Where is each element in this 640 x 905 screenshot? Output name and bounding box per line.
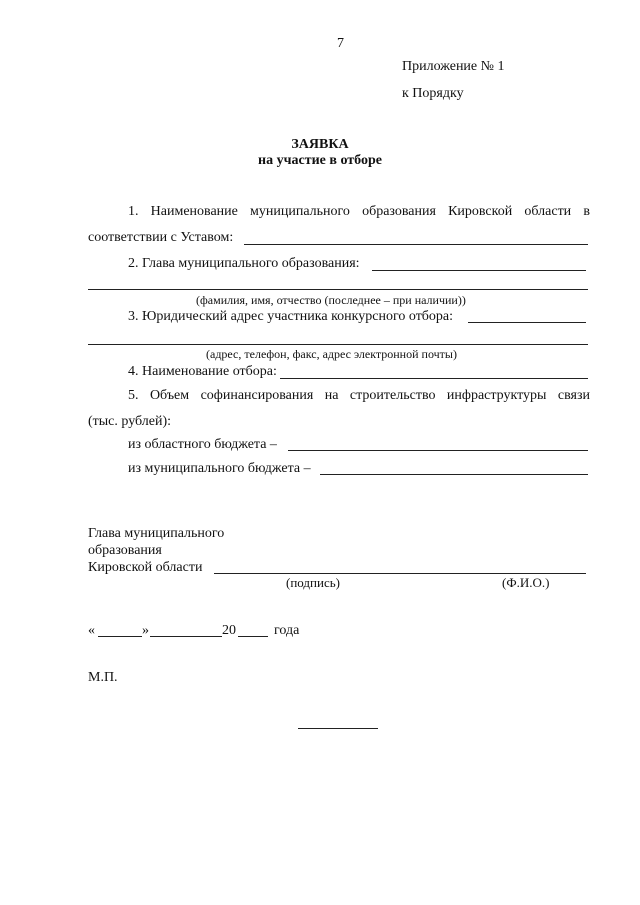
- signatory-line-2: образования: [88, 543, 162, 558]
- item-3-hint: (адрес, телефон, факс, адрес электронной почты): [206, 347, 457, 361]
- date-close-quote: »: [142, 623, 149, 638]
- item1_a-word: образования: [362, 204, 436, 219]
- item5_a-word: 5.: [128, 388, 139, 403]
- signature-label: (подпись): [286, 575, 340, 590]
- closing-rule: [298, 728, 378, 729]
- item1_a-word: Наименование: [150, 204, 238, 219]
- date-year-blank: [238, 636, 268, 637]
- item-5-continuation: (тыс. рублей):: [88, 414, 172, 429]
- item5_a-word: Объем: [149, 388, 190, 403]
- page-number: 7: [337, 36, 344, 51]
- signatory-line-3: Кировской области: [88, 560, 203, 575]
- item1_a-word: в: [583, 204, 590, 219]
- item5_a-word: на: [324, 388, 339, 403]
- date-day-blank: [98, 636, 142, 637]
- item-3-blank: [468, 322, 586, 323]
- document-subtitle: на участие в отборе: [258, 153, 382, 168]
- regional-budget-label: из областного бюджета –: [128, 437, 277, 452]
- item-2-hint: (фамилия, имя, отчество (последнее – при наличии)): [196, 293, 466, 307]
- item5_a-word: инфраструктуры: [446, 388, 547, 403]
- item5_a-word: строительство: [349, 388, 436, 403]
- item1_a-word: Кировской: [448, 204, 513, 219]
- item-3-blank-2: [88, 344, 588, 345]
- date-year-prefix: 20: [222, 623, 236, 638]
- item1_a-word: муниципального: [250, 204, 350, 219]
- item-3-label: 3. Юридический адрес участника конкурсного отбора:: [128, 309, 454, 324]
- full-name-label: (Ф.И.О.): [502, 575, 550, 590]
- item-4-blank: [280, 378, 588, 379]
- stamp-placeholder: М.П.: [88, 670, 118, 685]
- appendix-line-2: к Порядку: [402, 86, 464, 101]
- item1_a-word: 1.: [128, 204, 139, 219]
- signature-blank: [214, 573, 586, 574]
- signatory-line-1: Глава муниципального: [88, 526, 225, 541]
- item-4-label: 4. Наименование отбора:: [128, 364, 277, 379]
- date-year-word: года: [274, 623, 300, 638]
- item-2-label: 2. Глава муниципального образования:: [128, 256, 360, 271]
- item1_a-word: области: [524, 204, 572, 219]
- document-title: ЗАЯВКА: [291, 137, 349, 152]
- item-1-blank: [244, 244, 588, 245]
- item-1-continuation: соответствии с Уставом:: [88, 230, 234, 245]
- item-2-blank: [372, 270, 586, 271]
- item5_a-word: софинансирования: [200, 388, 314, 403]
- municipal-budget-label: из муниципального бюджета –: [128, 461, 311, 476]
- item5_a-word: связи: [557, 388, 590, 403]
- item-2-blank-2: [88, 289, 588, 290]
- date-month-blank: [150, 636, 222, 637]
- municipal-budget-blank: [320, 474, 588, 475]
- regional-budget-blank: [288, 450, 588, 451]
- item-1-text: [128, 204, 590, 220]
- appendix-line-1: Приложение № 1: [402, 59, 505, 74]
- item-5-text: [128, 388, 590, 404]
- date-open-quote: «: [88, 623, 95, 638]
